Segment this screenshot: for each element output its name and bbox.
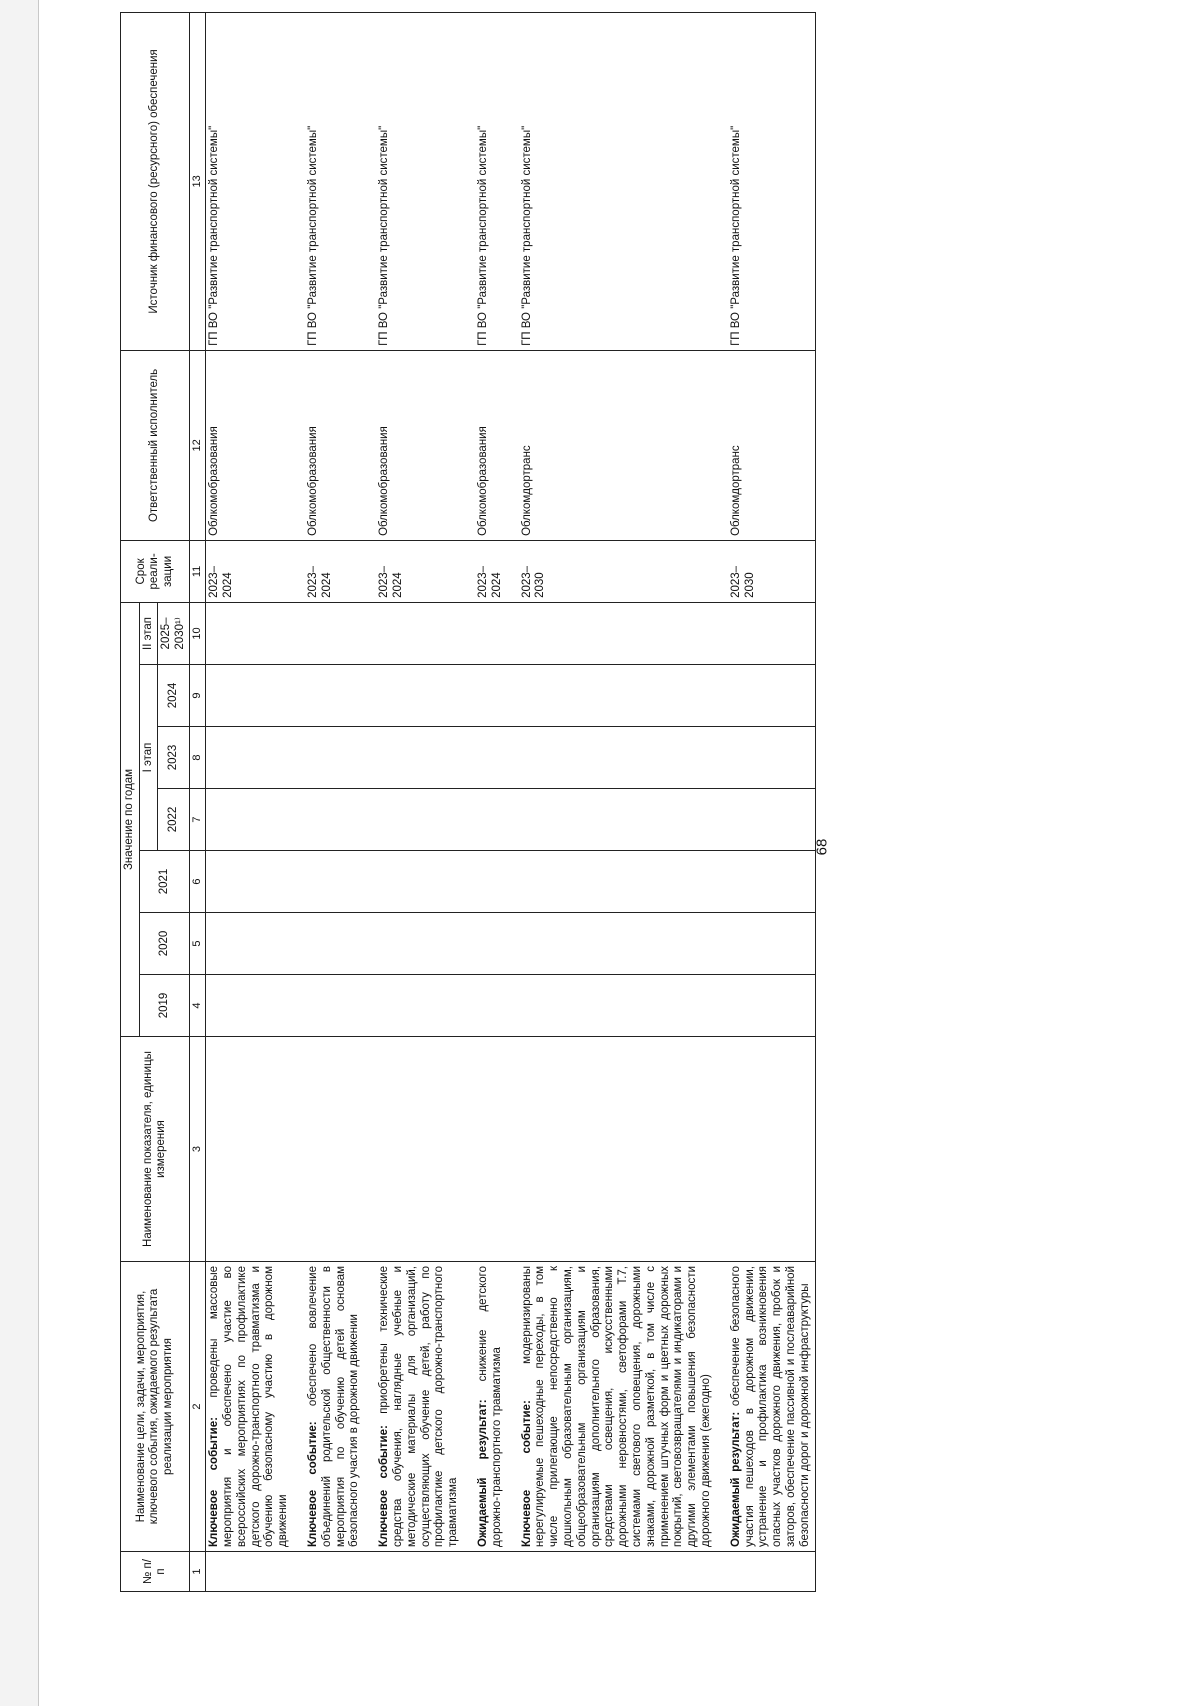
row-source: ГП ВО "Развитие транспортной системы": [728, 12, 815, 350]
header-term: Срок реали-зации: [121, 540, 190, 602]
row-label: Ожидаемый результат:: [476, 1399, 489, 1547]
column-number-row: [190, 12, 206, 1591]
row-executor: Облкомобразования: [206, 350, 305, 540]
header-year-2024: 2024: [158, 665, 190, 727]
header-indicator: Наименование показателя, единицы измерения: [121, 1037, 190, 1262]
row-term: 2023–2024: [305, 540, 376, 602]
table-row: [519, 12, 728, 1591]
rotated-page-content: [120, 49, 1200, 1592]
header-year-2021: 2021: [139, 851, 190, 913]
column-number: 10: [190, 602, 206, 664]
row-source: ГП ВО "Развитие транспортной системы": [305, 12, 376, 350]
row-executor: Облкомобразования: [305, 350, 376, 540]
table-row: [475, 12, 519, 1591]
table-header: [121, 12, 206, 1591]
row-term: 2023–2024: [376, 540, 475, 602]
column-number: 12: [190, 350, 206, 540]
row-source: ГП ВО "Развитие транспортной системы": [376, 12, 475, 350]
header-year-2019: 2019: [139, 975, 190, 1037]
scan-border-line: [38, 0, 39, 1706]
column-number: 8: [190, 727, 206, 789]
row-executor: Облкомобразования: [376, 350, 475, 540]
page-number: 68: [813, 838, 831, 856]
row-executor: Облкомдортранс: [728, 350, 815, 540]
header-name: Наименование цели, задачи, мероприятия, ключевого события, ожидаемого результата реализации мероприятия: [121, 1262, 190, 1552]
row-term: 2023–2024: [475, 540, 519, 602]
header-stage-2: II этап: [139, 602, 158, 664]
header-source: Источник финансового (ресурсного) обеспечения: [121, 12, 190, 350]
row-source: ГП ВО "Развитие транспортной системы": [475, 12, 519, 350]
column-number: 5: [190, 913, 206, 975]
row-text: модернизированы нерегулируемые пешеходные переходы, в том числе прилегающие непосредственно к дошкольным образовательным организациям, общеобразовательным организациям и организациям дополнительного образования, средствами освещения, искусственными дорожными неровностями, светофорами Т.7, системами светового оповещения, дорожными знаками, дорожной разметкой, в том числе с применением штучных форм и цветных дорожных покрытий, световозвращателями и индикаторами и другими элементами повышения безопасности дорожного движения (ежегодно): [520, 1266, 712, 1547]
column-number: 3: [190, 1037, 206, 1262]
header-year-2023: 2023: [158, 727, 190, 789]
row-description: [519, 1262, 728, 1552]
header-values-by-year: Значение по годам: [121, 602, 140, 1036]
column-number: 9: [190, 665, 206, 727]
header-year-2025-2030: 2025–2030¹⁾: [158, 602, 190, 664]
row-executor: Облкомобразования: [475, 350, 519, 540]
row-description: [728, 1262, 815, 1552]
header-stage-1: I этап: [139, 665, 158, 851]
row-text: проведены массовые мероприятия и обеспечено участие во всероссийских мероприятиях по профилактике детского дорожно-транспортного травматизма и обучению безопасному участию в дорожном движении: [208, 1266, 290, 1547]
row-text: обеспечено вовлечение объединений родительской общественности в мероприятия по обучению детей основам безопасного участия в дорожном движении: [307, 1265, 361, 1547]
row-text: снижение детского дорожно-транспортного травматизма: [476, 1266, 503, 1547]
row-executor: Облкомдортранс: [519, 350, 728, 540]
row-source: ГП ВО "Развитие транспортной системы": [206, 12, 305, 350]
scan-margin: [0, 0, 38, 1706]
table-row: [728, 12, 815, 1591]
row-description: [305, 1262, 376, 1552]
column-number: 11: [190, 540, 206, 602]
row-term: 2023–2030: [728, 540, 815, 602]
row-text: обеспечение безопасного участия пешеходов в дорожном движении, устранение и профилактика возникновения опасных участков дорожного движения, пробок и заторов, обеспечение пассивной и послеаварийной безопасности дорог и дорожной инфраструктуры: [729, 1266, 811, 1547]
column-number: 7: [190, 789, 206, 851]
column-number: 2: [190, 1262, 206, 1552]
row-description: [475, 1262, 519, 1552]
table-row: [305, 12, 376, 1591]
column-number: 6: [190, 851, 206, 913]
row-label: Ключевое событие:: [208, 1417, 221, 1547]
row-label: Ключевое событие:: [520, 1400, 533, 1547]
row-label: Ключевое событие:: [307, 1421, 319, 1547]
row-label: Ключевое событие:: [378, 1425, 391, 1547]
row-term: 2023–2024: [206, 540, 305, 602]
row-source: ГП ВО "Развитие транспортной системы": [519, 12, 728, 350]
row-description: [206, 1262, 305, 1552]
row-term: 2023–2030: [519, 540, 728, 602]
header-year-2022: 2022: [158, 789, 190, 851]
program-activities-table: [120, 12, 816, 1592]
header-executor: Ответственный исполнитель: [121, 350, 190, 540]
row-label: Ожидаемый результат:: [729, 1411, 742, 1547]
row-text: приобретены технические средства обучения, наглядные учебные и методические материалы для организаций, осуществляющих обучение детей, работу по профилактике детского дорожно-транспортного травматизма: [378, 1266, 460, 1547]
column-number: 4: [190, 975, 206, 1037]
column-number: 1: [190, 1552, 206, 1592]
column-number: 13: [190, 12, 206, 350]
header-year-2020: 2020: [139, 913, 190, 975]
table-row: [206, 12, 305, 1591]
row-description: [376, 1262, 475, 1552]
table-row: [376, 12, 475, 1591]
header-num: № п/п: [121, 1552, 190, 1592]
